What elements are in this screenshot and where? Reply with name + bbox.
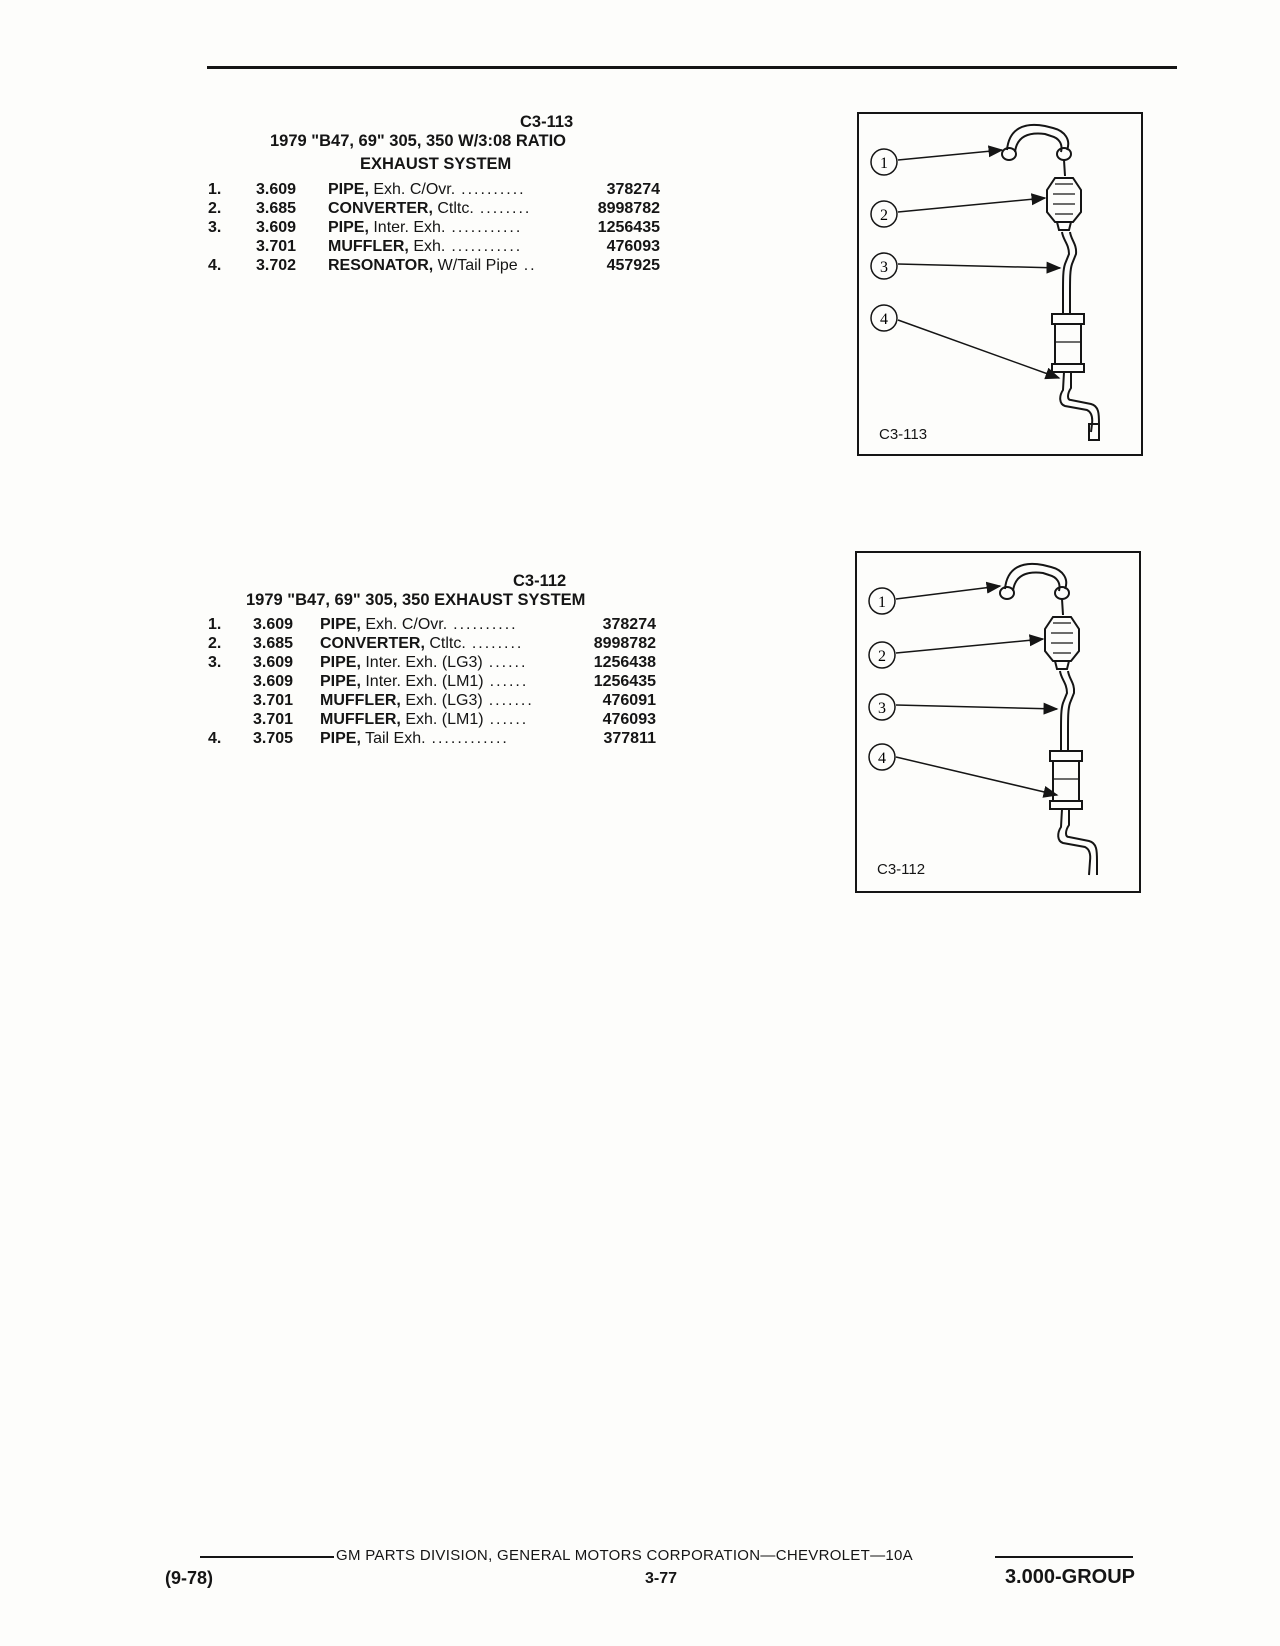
group-code: 3.701 (253, 692, 294, 709)
item-description (328, 238, 522, 256)
section-code: C3-112 (513, 572, 567, 590)
leader-dots: ............ (431, 730, 509, 747)
part-detail: Exh. (413, 238, 446, 255)
part-name: PIPE, (320, 616, 361, 633)
callout-number: 2 (880, 207, 888, 224)
footer-corporation: GM PARTS DIVISION, GENERAL MOTORS CORPORATION—CHEVROLET—10A (336, 1547, 913, 1564)
part-name: PIPE, (320, 654, 361, 671)
group-code: 3.705 (253, 730, 294, 747)
parts-row (208, 711, 656, 731)
leader-dots: .. (523, 257, 537, 274)
part-detail: Ctltc. (437, 200, 474, 217)
item-number: 1. (208, 616, 222, 633)
part-detail: W/Tail Pipe (437, 257, 518, 274)
figure-label: C3-113 (879, 426, 928, 443)
parts-row (208, 219, 660, 239)
item-description (320, 673, 528, 691)
callouts (871, 149, 897, 331)
group-code: 3.609 (253, 616, 294, 633)
item-description (320, 635, 523, 653)
parts-section-c3-112 (208, 572, 656, 747)
parts-row (208, 692, 656, 712)
exhaust-system-illustration (859, 114, 1141, 454)
leader-dots: ...... (488, 654, 528, 671)
item-number: 3. (208, 219, 222, 236)
item-description (320, 616, 518, 634)
group-code: 3.609 (256, 219, 297, 236)
callout-leader-line (898, 150, 1002, 160)
part-name: CONVERTER, (320, 635, 425, 652)
section-title: 1979 "B47, 69" 305, 350 EXHAUST SYSTEM (246, 591, 586, 609)
callout-leader-line (898, 320, 1059, 378)
part-detail: Inter. Exh. (LM1) (365, 673, 484, 690)
item-number: 3. (208, 654, 222, 671)
part-number: 1256435 (593, 673, 656, 690)
leader-dots: .......... (453, 616, 518, 633)
group-code: 3.685 (256, 200, 297, 217)
parts-section-c3-113 (208, 113, 660, 283)
group-code: 3.701 (253, 711, 294, 728)
group-code: 3.609 (253, 654, 294, 671)
exhaust-system-drawing (1002, 125, 1099, 440)
item-number: 2. (208, 635, 222, 652)
top-rule (207, 66, 1177, 69)
part-name: MUFFLER, (320, 692, 401, 709)
callout-number: 3 (878, 700, 886, 717)
callout-leader-line (898, 264, 1060, 268)
parts-row (208, 673, 656, 693)
part-number: 378274 (606, 181, 660, 198)
part-number: 8998782 (597, 200, 660, 217)
part-detail: Inter. Exh. (373, 219, 446, 236)
parts-row (208, 730, 656, 750)
part-name: PIPE, (320, 730, 361, 747)
callout-leaders (898, 150, 1060, 378)
item-description (320, 730, 509, 748)
part-detail: Exh. C/Ovr. (373, 181, 456, 198)
part-name: MUFFLER, (320, 711, 401, 728)
item-number: 1. (208, 181, 222, 198)
footer-page-number: 3-77 (645, 1570, 678, 1587)
callout-leader-line (898, 198, 1045, 212)
group-code: 3.701 (256, 238, 297, 255)
callout-leader-line (896, 757, 1057, 795)
part-name: PIPE, (328, 181, 369, 198)
part-name: RESONATOR, (328, 257, 434, 274)
item-description (320, 654, 527, 672)
callouts (869, 588, 895, 770)
leader-dots: ........... (451, 238, 523, 255)
item-number: 4. (208, 730, 222, 747)
callout-number: 1 (878, 594, 886, 611)
callout-number: 2 (878, 648, 886, 665)
footer-date: (9-78) (165, 1568, 214, 1588)
part-name: PIPE, (320, 673, 361, 690)
part-number: 1256438 (593, 654, 656, 671)
parts-row (208, 257, 660, 277)
parts-row (208, 200, 660, 220)
part-number: 8998782 (593, 635, 656, 652)
callout-number: 1 (880, 155, 888, 172)
part-name: CONVERTER, (328, 200, 433, 217)
section-title: 1979 "B47, 69" 305, 350 W/3:08 RATIO (270, 132, 566, 150)
part-number: 378274 (602, 616, 656, 633)
item-description (320, 711, 528, 729)
exhaust-system-drawing (1000, 564, 1097, 875)
parts-row (208, 616, 656, 636)
item-description (328, 257, 537, 275)
exhaust-diagram-c3-112 (855, 551, 1141, 893)
part-detail: Inter. Exh. (LG3) (365, 654, 483, 671)
leader-dots: .......... (461, 181, 526, 198)
exhaust-diagram-c3-113 (857, 112, 1143, 456)
callout-leaders (896, 586, 1057, 795)
group-code: 3.702 (256, 257, 297, 274)
callout-leader-line (896, 586, 1000, 599)
footer-group: 3.000-GROUP (1004, 1566, 1135, 1588)
item-description (320, 692, 534, 710)
callout-number: 4 (880, 311, 888, 328)
item-number: 2. (208, 200, 222, 217)
part-number: 476091 (602, 692, 656, 709)
parts-row (208, 635, 656, 655)
section-subtitle: EXHAUST SYSTEM (360, 155, 512, 173)
item-description (328, 200, 531, 218)
leader-dots: ........... (451, 219, 523, 236)
part-number: 476093 (602, 711, 656, 728)
leader-dots: ........ (471, 635, 524, 652)
part-detail: Exh. (LM1) (405, 711, 484, 728)
part-number: 377811 (603, 730, 656, 747)
leader-dots: ....... (488, 692, 534, 709)
item-description (328, 181, 526, 199)
group-code: 3.609 (256, 181, 297, 198)
section-code: C3-113 (520, 113, 574, 131)
callout-number: 4 (878, 750, 886, 767)
part-detail: Exh. C/Ovr. (365, 616, 448, 633)
callout-leader-line (896, 705, 1057, 709)
leader-dots: ........ (479, 200, 532, 217)
footer-rule-right (995, 1556, 1133, 1558)
footer-rule-left (200, 1556, 334, 1558)
leader-dots: ...... (489, 673, 529, 690)
part-detail: Exh. (LG3) (405, 692, 483, 709)
callout-number: 3 (880, 259, 888, 276)
group-code: 3.609 (253, 673, 294, 690)
callout-leader-line (896, 639, 1043, 653)
part-detail: Tail Exh. (365, 730, 426, 747)
parts-row (208, 181, 660, 201)
parts-row (208, 654, 656, 674)
part-number: 457925 (606, 257, 660, 274)
part-number: 1256435 (597, 219, 660, 236)
part-detail: Ctltc. (429, 635, 466, 652)
figure-label: C3-112 (877, 861, 926, 878)
part-name: PIPE, (328, 219, 369, 236)
part-name: MUFFLER, (328, 238, 409, 255)
leader-dots: ...... (489, 711, 529, 728)
parts-row (208, 238, 660, 258)
group-code: 3.685 (253, 635, 294, 652)
exhaust-system-illustration (857, 553, 1139, 891)
item-description (328, 219, 522, 237)
item-number: 4. (208, 257, 222, 274)
part-number: 476093 (606, 238, 660, 255)
